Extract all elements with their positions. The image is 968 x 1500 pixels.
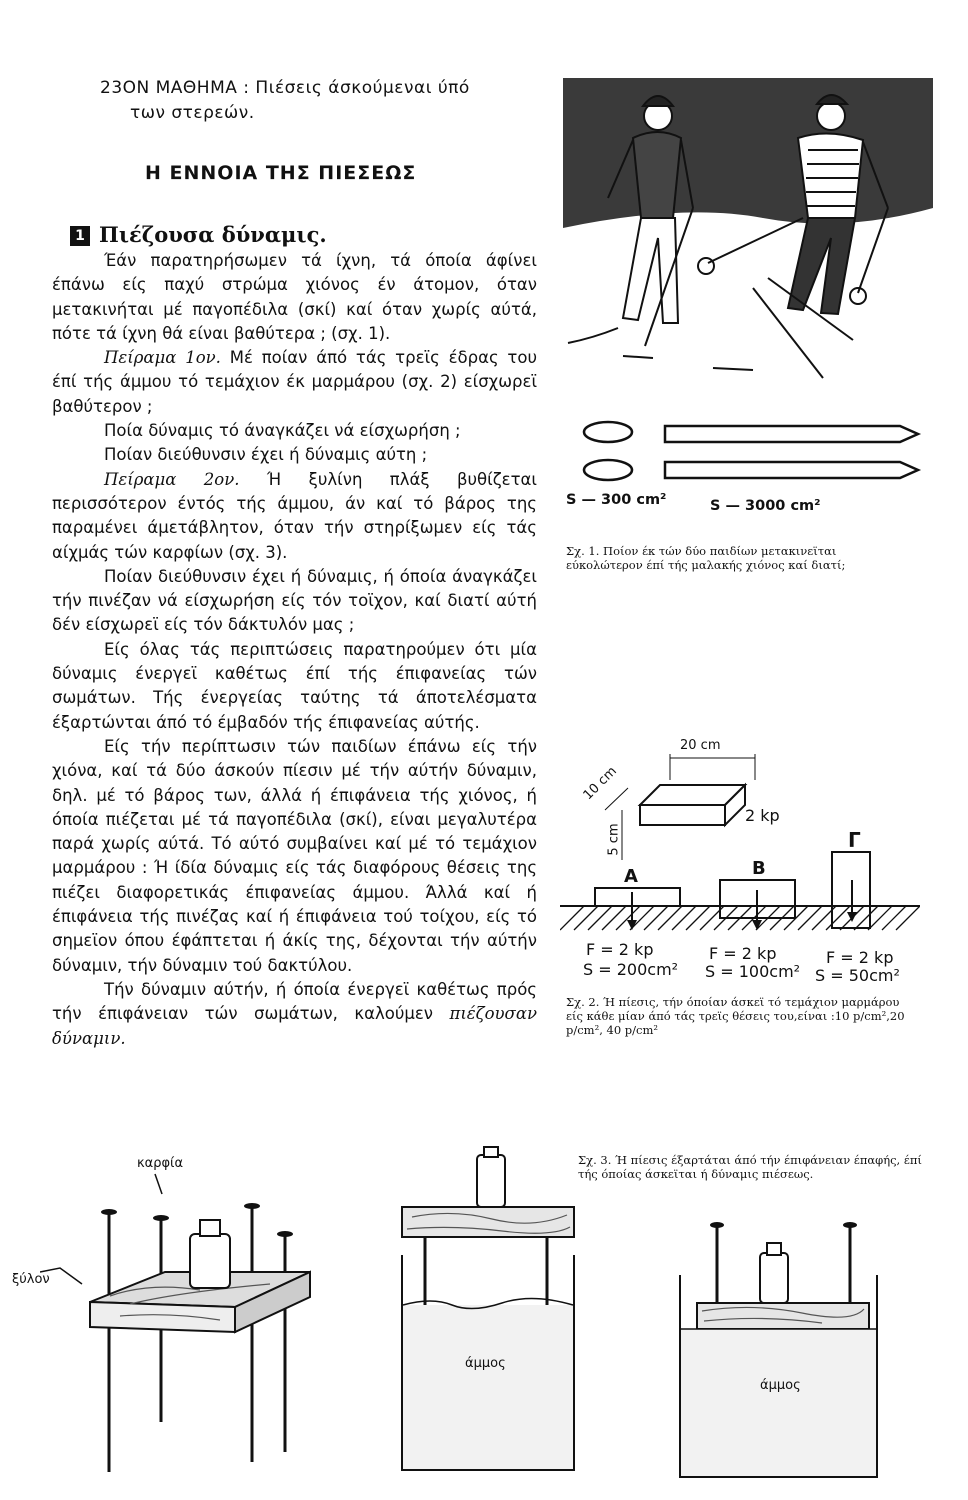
weight-knob: [200, 1220, 220, 1236]
weight-body: [190, 1234, 230, 1288]
c-force-label: F = 2 kp: [826, 948, 894, 967]
b-area-label: S = 100cm²: [705, 962, 801, 981]
weight-label: 2 kp: [745, 806, 780, 825]
depth-dimension-line: [605, 788, 628, 810]
figure-3-caption-text: Ή πίεσις έξαρτάται άπό τήν έπιφάνειαν έπαφής, έπί τής όποίας άσκεϊται ή δύναμις πιέσεως.: [578, 1153, 922, 1181]
figure-2-caption-lead: Σχ. 2.: [566, 995, 600, 1009]
ski-track-shape: [665, 426, 918, 442]
paragraph-7: Είς όλας τάς περιπτώσεις παρατηρούμεν ότι μία δύναμις ένεργεϊ καθέτως έπί τής έπιφανείας τών σωμάτων. Τής ένεργείας ταύτης τά άποτελέσματα έξαρτώνται άπό τό έμβαδόν τής έπιφανείας αύτής.: [52, 639, 537, 732]
ski-track-shape: [665, 462, 918, 478]
position-b-label: B: [752, 858, 766, 879]
board-on-nails-illustration: [40, 1172, 330, 1482]
body-text: [52, 249, 537, 1051]
figure-2-caption-text: Ή πίεσις, τήν όποίαν άσκεϊ τό τεμάχιον μαρμάρου είς κάθε μίαν άπό τάς τρεϊς θέσεις του,είναι :10 p/cm²,20 p/cm², 40 p/cm²: [566, 995, 905, 1037]
sand-fill: [403, 1305, 573, 1469]
weight-knob: [484, 1147, 498, 1157]
paragraph-8: Είς τήν περίπτωσιν τών παιδίων έπάνω είς τήν χιόνα, καί τά δύο άσκούν πίεσιν μέ τήν αύτήν δύναμιν, δηλ. μέ τό βάρος των, άλλά ή έπιφάνεια τής χιόνος, ή όποία πιέζεται μέ τά παγοπέδιλα (σκί), είναι μεγαλυτέρα παρά χωρίς αύτά. Τό αύτό συμβαίνει καί μέ τό τεμάχιον μαρμάρου : Ή ίδία δύναμις είς τάς διαφόρους θέσεις της πιέζει διαφορετικάς έπιφανείας άμμου. Άλλά καί ή έπιφάνεια τής πινέζας καί ή έπιφάνεια τού τοίχου, είς τό σημεϊον όπου έφάπτεται ή άκίς της, δέχονται τήν αύτήν δύναμιν, τήν δύναμιν τού δακτύλου.: [52, 736, 537, 975]
footprint-shape: [584, 460, 632, 480]
paragraph-6: Ποίαν διεύθυνσιν έχει ή δύναμις, ή όποία άναγκάζει τήν πινέζαν νά είσχωρήση είς τόν τοϊχον, καί διατί αύτή δέν είσχωρεϊ είς τόν δάκτυλόν μας ;: [52, 566, 537, 635]
lesson-heading: [100, 76, 470, 126]
experiment-2-label: Πείραμα 2ον.: [104, 469, 240, 489]
tracks-diagram: [570, 418, 940, 488]
a-area-label: S = 200cm²: [583, 960, 679, 979]
wood-label: ξύλον: [12, 1272, 50, 1287]
paragraph-1: Έάν παρατηρήσωμεν τά ίχνη, τά όποία άφίνει έπάνω είς παχύ στρώμα χιόνος έν άτομον, όταν μετακινήται μέ παγοπέδιλα (σκί) καί όταν χωρίς αύτά, πότε τά ίχνη θά είναι βαθύτερα ; (σχ. 1).: [52, 251, 537, 343]
paragraph-3: Ποία δύναμις τό άναγκάζει νά είσχωρήση ;: [104, 421, 461, 441]
paragraph-2-text: Μέ ποίαν άπό τάς τρεϊς έδρας του έπί τής άμμου τό τεμάχιον έκ μαρμάρου (σχ. 2) είσχωρεϊ βαθύτερον ;: [52, 348, 537, 416]
position-a-label: A: [624, 866, 638, 887]
sand-label-middle: άμμος: [465, 1356, 506, 1371]
experiment-1-label: Πείραμα 1ον.: [104, 348, 221, 368]
sand-fill: [681, 1329, 876, 1476]
skiers-illustration: [563, 78, 933, 398]
b-force-label: F = 2 kp: [709, 944, 777, 963]
nails-label: καρφία: [137, 1156, 184, 1171]
figure-3-caption: [578, 1153, 923, 1181]
dark-sky: [563, 78, 933, 228]
footprint-area-label: S — 300 cm²: [566, 492, 667, 508]
weight-body: [760, 1253, 788, 1303]
paragraph-9-text: Τήν δύναμιν αύτήν, ή όποία ένεργεϊ καθέτως πρός τήν έπιφάνειαν τών σωμάτων, καλούμεν: [52, 979, 537, 1024]
board-on-sand-illustration: [392, 1145, 582, 1480]
block-front-face: [640, 805, 725, 825]
paragraph-2: [52, 346, 537, 419]
paragraph-5: [52, 468, 537, 565]
position-c-label: Γ: [848, 828, 861, 852]
section-title: Πιέζουσα δύναμις.: [99, 222, 327, 247]
nails-in-sand-illustration: [672, 1215, 882, 1485]
figure-1-caption: [566, 544, 916, 572]
height-dimension-label: 5 cm: [606, 823, 622, 856]
weight-body: [477, 1155, 505, 1207]
figure-1-caption-lead: Σχ. 1.: [566, 544, 600, 558]
position-c-block: [832, 852, 870, 928]
ski-area-label: S — 3000 cm²: [710, 498, 821, 514]
paragraph-5-text: Ή ξυλίνη πλάξ βυθίζεται περισσότερον έντός τής άμμου, άν καί τό βάρος της παραμένει άμετάβλητον, όταν τήν στηρίξωμεν είς τάς αίχμάς τών καρφίων (σχ. 3).: [52, 469, 537, 562]
c-area-label: S = 50cm²: [815, 966, 900, 985]
depth-dimension-label: 10 cm: [580, 763, 620, 804]
length-dimension-label: 20 cm: [680, 738, 721, 753]
chapter-title: Η ΕΝΝΟΙΑ ΤΗΣ ΠΙΕΣΕΩΣ: [145, 162, 417, 184]
section-number: 1: [70, 226, 90, 246]
paragraph-9: [52, 978, 537, 1051]
figure-1-caption-text: Ποίον έκ τών δύο παιδίων μετακινεϊται εύκολώτερον έπί τής μαλακής χιόνος καί διατί;: [566, 544, 846, 572]
footprint-shape: [584, 422, 632, 442]
wooden-board: [697, 1303, 869, 1329]
weight-knob: [767, 1243, 781, 1255]
lesson-line-2: των στερεών.: [130, 103, 255, 123]
pointer-line: [155, 1174, 162, 1194]
a-force-label: F = 2 kp: [586, 940, 654, 959]
sand-label-right: άμμος: [760, 1378, 801, 1393]
paragraph-4: Ποίαν διεύθυνσιν έχει ή δύναμις αύτη ;: [104, 445, 428, 465]
figure-3-caption-lead: Σχ. 3.: [578, 1153, 612, 1167]
definition-term: πιέζουσαν δύναμιν.: [52, 1004, 537, 1048]
figure-2-caption: [566, 995, 906, 1037]
lesson-line-1: 23ΟΝ ΜΑΘΗΜΑ : Πιέσεις άσκούμεναι ύπό: [100, 78, 470, 98]
wooden-board-front: [90, 1302, 235, 1332]
